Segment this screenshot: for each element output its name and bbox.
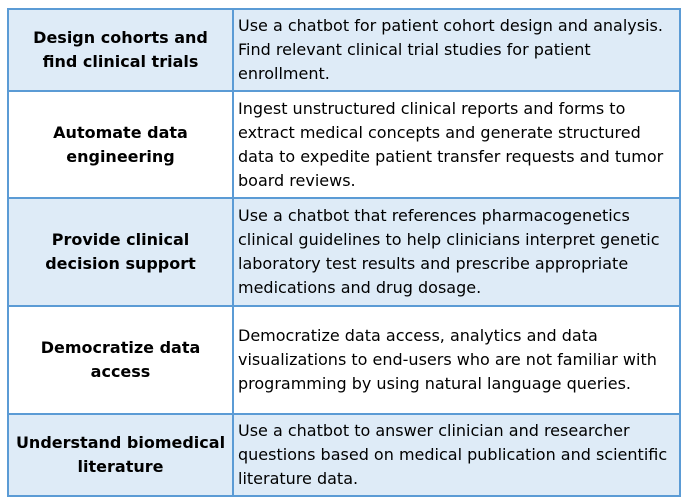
table-row [8,91,680,198]
description-cell: Ingest unstructured clinical reports and forms to extract medical concepts and generate structured data to expedite patient transfer requests and tumor board reviews. [233,91,680,198]
capability-cell: Design cohorts and find clinical trials [8,9,233,91]
description-cell: Use a chatbot to answer clinician and researcher questions based on medical publication and scientific literature data. [233,414,680,496]
description-cell: Use a chatbot for patient cohort design and analysis. Find relevant clinical trial studies for patient enrollment. [233,9,680,91]
capability-cell: Automate data engineering [8,91,233,198]
table-row [8,198,680,306]
description-cell: Use a chatbot that references pharmacogenetics clinical guidelines to help clinicians interpret genetic laboratory test results and prescribe appropriate medications and drug dosage. [233,198,680,306]
description-cell: Democratize data access, analytics and data visualizations to end-users who are not familiar with programming by using natural language queries. [233,306,680,414]
capability-cell: Understand biomedical literature [8,414,233,496]
capability-cell: Democratize data access [8,306,233,414]
table-row [8,306,680,414]
table-row [8,414,680,496]
use-case-table [7,8,681,497]
capability-cell: Provide clinical decision support [8,198,233,306]
table-row [8,9,680,91]
